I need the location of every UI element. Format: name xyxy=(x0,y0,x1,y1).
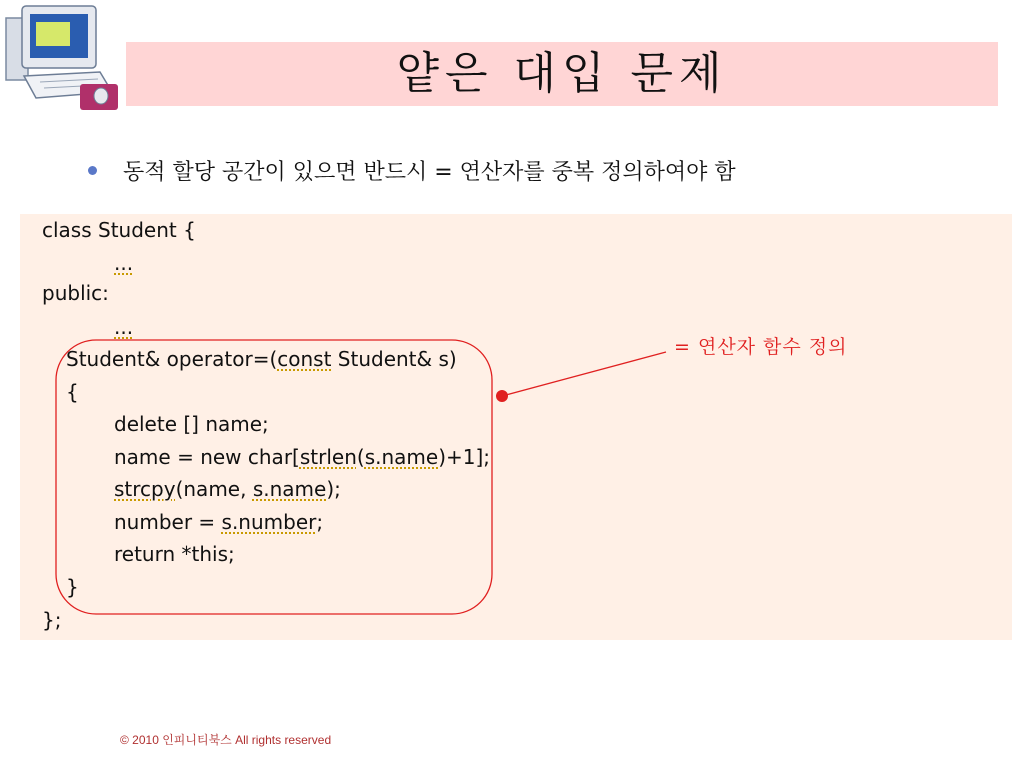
bullet-text: 동적 할당 공간이 있으면 반드시 = 연산자를 중복 정의하여야 함 xyxy=(123,160,736,185)
title-bar xyxy=(126,42,998,106)
code-line: } xyxy=(66,575,79,599)
code-text: Student& s) xyxy=(331,347,457,371)
code-line: ... xyxy=(114,251,134,275)
code-text: s.name xyxy=(252,477,327,501)
code-text: s.number xyxy=(221,510,317,534)
code-line: public: xyxy=(42,281,109,305)
code-text: const xyxy=(277,347,332,371)
code-text: (name, xyxy=(175,477,253,501)
code-line xyxy=(66,343,457,375)
slide-title: 얕은 대입 문제 xyxy=(396,48,728,99)
code-line xyxy=(114,506,323,538)
code-text: strlen xyxy=(299,445,357,469)
code-line xyxy=(114,473,341,505)
bullet-item xyxy=(88,155,736,186)
code-line: ... xyxy=(114,315,134,339)
computer-clipart-icon xyxy=(0,0,120,112)
bullet-dot-icon xyxy=(88,166,97,175)
code-line xyxy=(114,441,490,473)
code-text: s.name xyxy=(364,445,439,469)
code-text: Student& operator=( xyxy=(66,347,278,371)
code-text: ); xyxy=(326,477,341,501)
code-line: return *this; xyxy=(114,542,235,566)
code-text: number = xyxy=(114,510,222,534)
code-line: }; xyxy=(42,608,62,632)
code-text: ( xyxy=(356,445,365,469)
code-text: ; xyxy=(316,510,324,534)
code-line: { xyxy=(66,380,79,404)
code-line: delete [] name; xyxy=(114,412,269,436)
annotation-label: = 연산자 함수 정의 xyxy=(674,336,848,358)
code-block xyxy=(20,214,1012,640)
code-line: class Student { xyxy=(42,218,196,242)
code-text: )+1]; xyxy=(438,445,491,469)
footer-copyright: © 2010 인피니티북스 All rights reserved xyxy=(120,733,332,747)
code-text: name = new char[ xyxy=(114,445,300,469)
code-text: strcpy xyxy=(114,477,176,501)
